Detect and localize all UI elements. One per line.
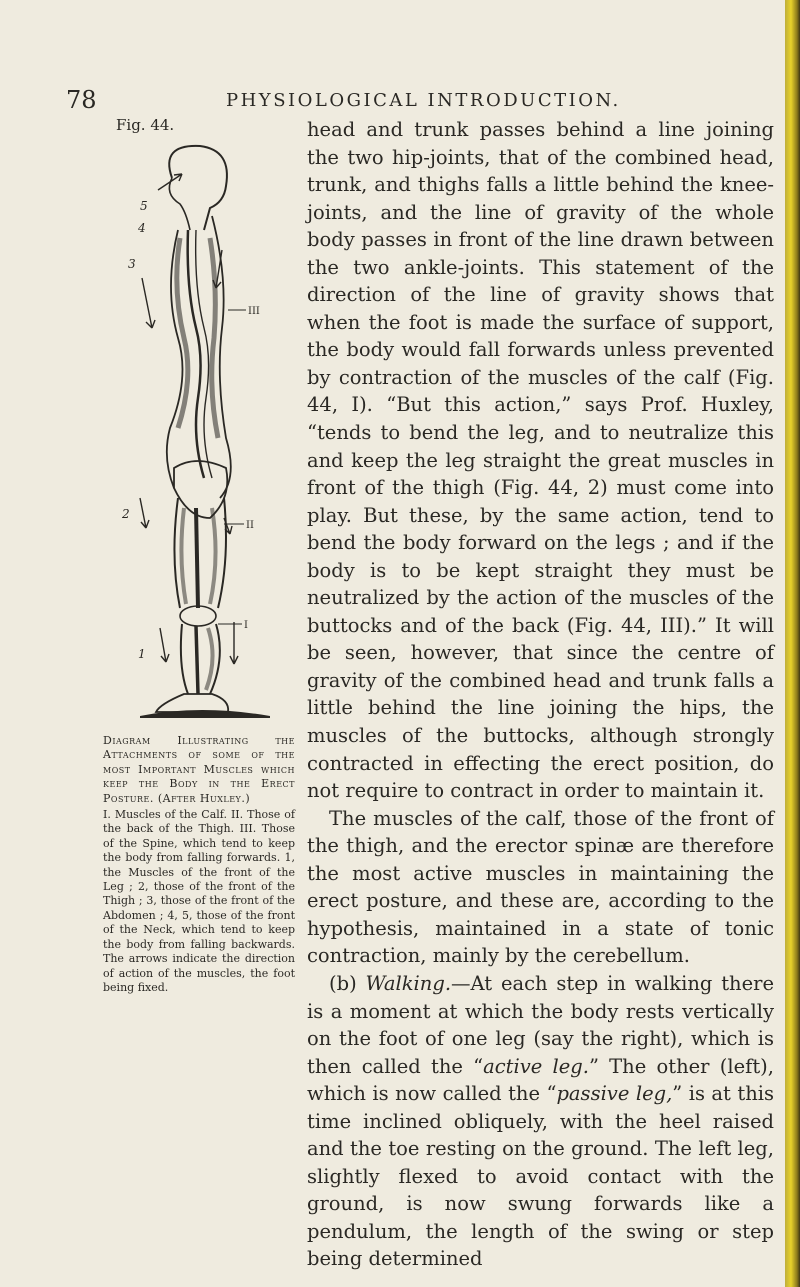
foot-outline bbox=[156, 694, 228, 712]
page-number: 78 bbox=[66, 86, 97, 114]
caption-body bbox=[103, 808, 295, 995]
figure-caption bbox=[103, 734, 295, 995]
paragraph-3-part-a: —At each step in walking there is a moment at which the body rests vertically on the foot of one leg (say the right), which is then called the “ bbox=[307, 971, 774, 1078]
marker-roman-2: II bbox=[246, 520, 254, 531]
muscle-band-back bbox=[210, 238, 218, 438]
page-header bbox=[0, 86, 785, 120]
head-outline bbox=[169, 146, 227, 230]
caption-text: I. Muscles of the Calf. II. Those of the back of the Thigh. III. Those of the Spine, which tend to keep the body from falling forwards. 1, the Muscles of the front of the Leg ; 2, those of the front of the Thigh ; 3, those of the front of the Abdomen ; 4, 5, those of the front of the Neck, which tend to keep the body from falling backwards. The arrows indicate the direction of action of the muscles, the foot being fixed. bbox=[103, 808, 295, 994]
marker-3: 3 bbox=[128, 257, 136, 271]
paragraph-3 bbox=[307, 970, 774, 1273]
paragraph-3-part-b: ” The other (left), which is now called the “ bbox=[307, 1054, 774, 1106]
arrow-abdomen bbox=[142, 278, 155, 328]
marker-5: 5 bbox=[140, 199, 148, 213]
thigh-back bbox=[218, 498, 226, 608]
active-leg-term: active leg. bbox=[483, 1054, 589, 1078]
marker-2: 2 bbox=[122, 507, 130, 521]
thigh-muscle-front bbox=[181, 508, 186, 604]
face-outline bbox=[169, 178, 190, 230]
running-title: PHYSIOLOGICAL INTRODUCTION. bbox=[226, 90, 621, 111]
paragraph-3-part-c: ” is at this time inclined obliquely, with the heel raised and the toe resting on the ground. The left leg, slightly flexed to avoid contact with the ground, is now swung forwards like a pendulum, the length of the swing or step being determined bbox=[307, 1082, 774, 1271]
tibia bbox=[196, 626, 198, 694]
thigh-front bbox=[174, 498, 180, 608]
paragraph-1: head and trunk passes behind a line joining the two hip-joints, that of the combined head, trunk, and thighs falls a little behind the knee-joints, and the line of gravity of the whole body passes in front of the line drawn between the two ankle-joints. This statement of the direction of the line of gravity shows that when the foot is made the surface of support, the body would fall forwards unless prevented by contraction of the muscles of the calf (Fig. 44, I). “But this action,” says Prof. Huxley, “tends to bend the leg, and to neutralize this and keep the leg straight the great muscles in front of the thigh (Fig. 44, 2) must come into play. But these, by the same action, tend to bend the body forward on the legs ; and if the body is to be kept straight they must be neutralized by the action of the muscles of the buttocks and of the back (Fig. 44, III).” It will be seen, however, that since the centre of gravity of the combined head and trunk falls a little behind the line joining the hips, the muscles of the buttocks, although strongly contracted in effecting the erect position, do not require to contract in order to maintain it. bbox=[307, 118, 774, 803]
walking-heading: Walking. bbox=[365, 971, 452, 995]
calf-muscle bbox=[206, 628, 213, 690]
marker-roman-3: III bbox=[248, 306, 260, 317]
paragraph-3-lead: (b) bbox=[329, 971, 366, 995]
passive-leg-term: passive leg, bbox=[556, 1082, 673, 1106]
spine-inner bbox=[196, 230, 212, 478]
arrow-leg-front bbox=[160, 628, 169, 662]
marker-roman-1: I bbox=[244, 620, 248, 631]
anatomical-diagram bbox=[100, 138, 290, 723]
page-edge-binding bbox=[785, 0, 800, 1287]
knee-joint bbox=[180, 606, 216, 626]
shin-outline bbox=[181, 624, 188, 694]
body-text bbox=[307, 116, 774, 1273]
marker-4: 4 bbox=[138, 221, 146, 235]
caption-title: Diagram Illustrating the Attachments of some of the most Important Muscles which keep the Body in the Erect Posture. (After Huxley.) bbox=[103, 734, 295, 805]
paragraph-2: The muscles of the calf, those of the front of the thigh, and the erector spinæ are therefore the most active muscles in maintaining the erect posture, and these are, according to the hypothesis, maintained in a state of tonic contraction, mainly by the cerebellum. bbox=[307, 806, 774, 968]
arrow-thigh-front bbox=[140, 498, 149, 528]
marker-1: 1 bbox=[138, 647, 146, 661]
arrow-calf bbox=[230, 622, 238, 664]
femur bbox=[196, 508, 198, 608]
thigh-muscle-back bbox=[210, 508, 216, 604]
figure-label: Fig. 44. bbox=[116, 116, 175, 134]
